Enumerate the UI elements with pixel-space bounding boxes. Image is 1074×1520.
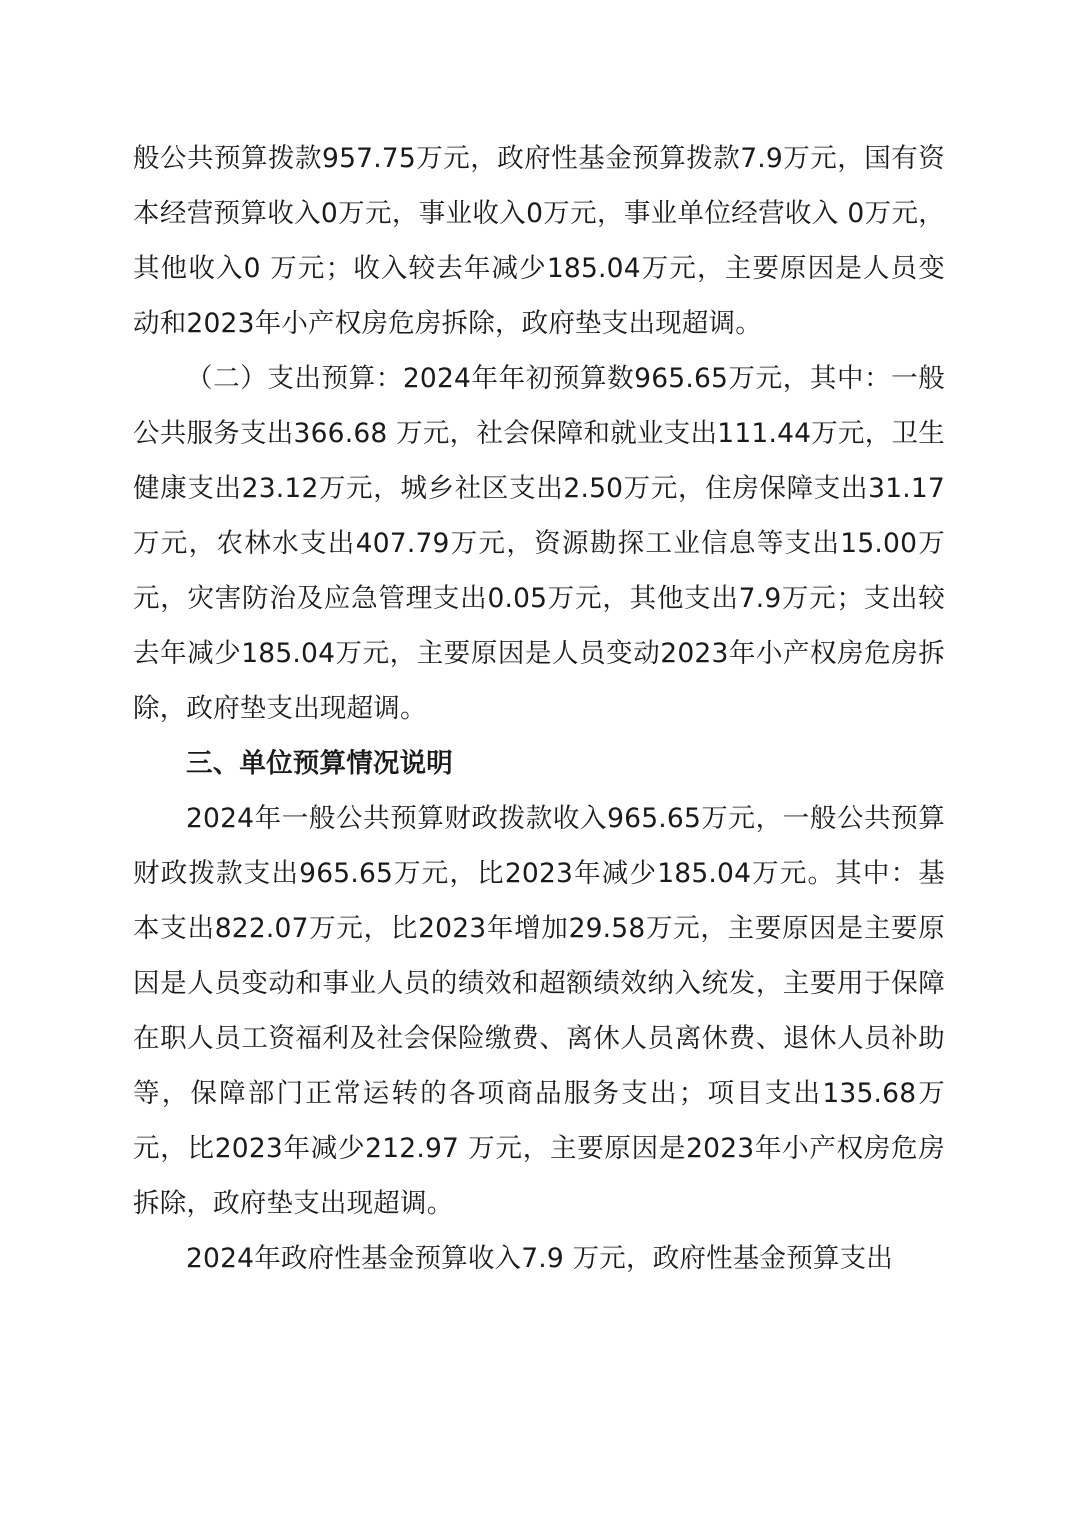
section-heading: 三、单位预算情况说明: [186, 748, 453, 779]
paragraph-fund-budget: 2024年政府性基金预算收入7.9 万元，政府性基金预算支出: [186, 1243, 894, 1274]
paragraph-expense-budget: （二）支出预算：2024年年初预算数965.65万元，其中：一般公共服务支出366.68 万元，社会保障和就业支出111.44万元，卫生健康支出23.12万元，城乡社区支出2.50万元，住房保障支出31.17万元，农林水支出407.79万元，资源勘探工业信息等支出15.00万元，灾害防治及应急管理支出0.05万元，其他支出7.9万元；支出较去年减少185.04万元，主要原因是人员变动2023年小产权房危房拆除，政府垫支出现超调。: [133, 363, 945, 724]
paragraph-income-continued: 般公共预算拨款957.75万元，政府性基金预算拨款7.9万元，国有资本经营预算收入0万元，事业收入0万元，事业单位经营收入 0万元，其他收入0 万元；收入较去年减少185.04万元，主要原因是人员变动和2023年小产权房危房拆除，政府垫支出现超调。: [133, 143, 945, 339]
paragraph-general-budget: 2024年一般公共预算财政拨款收入965.65万元，一般公共预算财政拨款支出965.65万元，比2023年减少185.04万元。其中：基本支出822.07万元，比2023年增加29.58万元，主要原因是主要原因是人员变动和事业人员的绩效和超额绩效纳入统发，主要用于保障在职人员工资福利及社会保险缴费、离休人员离休费、退休人员补助等，保障部门正常运转的各项商品服务支出；项目支出135.68万元，比2023年减少212.97 万元，主要原因是2023年小产权房危房拆除，政府垫支出现超调。: [133, 803, 945, 1219]
document-body: [133, 131, 945, 1286]
